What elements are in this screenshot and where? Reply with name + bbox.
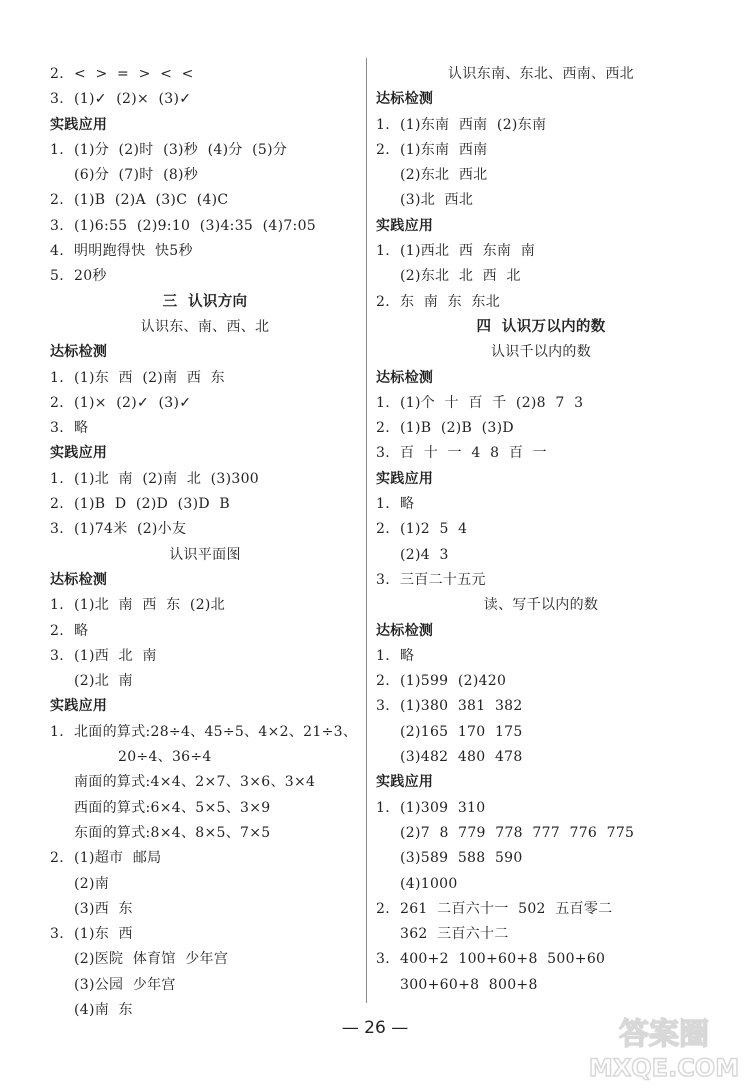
answer-line [50,214,360,239]
answer-line-continued: (3)公园 少年宫 [74,976,176,993]
answer-text: (1)西北 西 东南 南 [400,243,536,260]
section-heading: 实践应用 [50,116,108,133]
answer-line-continued: (4)1000 [400,875,458,892]
question-number: 1. [376,116,390,133]
answer-text: (1)× (2)✓ (3)✓ [74,394,192,411]
question-number: 1. [376,496,390,513]
answer-text: 20秒 [74,268,107,285]
question-number: 1. [50,597,64,614]
section-heading: 达标检测 [376,91,434,108]
answer-line [376,644,706,669]
answer-line [50,720,360,745]
answer-text: (1)599 (2)420 [400,673,507,690]
answer-line [50,87,360,112]
lesson-title: 认识东、南、西、北 [140,318,270,335]
answer-line [50,644,360,669]
question-number: 1. [50,141,64,158]
answer-line [376,669,706,694]
answer-text: 400+2 100+60+8 500+60 [400,951,606,968]
section-heading: 实践应用 [50,445,108,462]
lesson-title: 认识千以内的数 [490,344,592,361]
watermark-logo [584,1006,744,1086]
answer-text: (1)东南 西南 [400,141,488,158]
answer-line [376,947,706,972]
answer-line [376,290,706,315]
answer-text: (1)东南 西南 (2)东南 [400,116,547,133]
answer-text: 百 十 一 4 8 百 一 [400,445,547,462]
question-number: 2. [376,521,390,538]
answer-line [376,416,706,441]
question-number: 3. [50,926,64,943]
answer-line [376,796,706,821]
answer-line-continued: 南面的算式:4×4、2×7、3×6、3×4 [74,774,316,791]
question-number: 3. [376,951,390,968]
section-heading: 达标检测 [50,571,108,588]
answer-line [50,492,360,517]
answer-text: 略 [400,496,415,513]
answer-text: (1)东 西 [74,926,133,943]
answer-line [50,62,360,87]
answer-line [376,492,706,517]
question-number: 3. [376,445,390,462]
answer-text: 明明跑得快 快5秒 [74,243,193,260]
question-number: 2. [376,673,390,690]
left-column [50,62,360,1023]
section-heading: 达标检测 [50,344,108,361]
lesson-title: 读、写千以内的数 [483,597,599,614]
question-number: 2. [50,850,64,867]
answer-line-continued: (3)482 480 478 [400,749,523,766]
question-number: 1. [376,799,390,816]
answer-line-continued: 东面的算式:8×4、8×5、7×5 [74,824,271,841]
answer-line-continued: (2)南 [74,875,110,892]
answer-line [50,366,360,391]
answer-line [50,416,360,441]
question-number: 4. [50,243,64,260]
watermark-url: MXQE.COM [588,1054,740,1082]
answer-line-continued: (2)7 8 779 778 777 776 775 [400,824,635,841]
answer-line-continued: (2)北 南 [74,673,133,690]
answer-line-continued: (3)589 588 590 [400,850,523,867]
answer-line-continued: (4)南 东 [74,1001,133,1018]
question-number: 1. [50,723,64,740]
question-number: 1. [376,394,390,411]
section-heading: 实践应用 [376,774,434,791]
question-number: 5. [50,268,64,285]
answer-line-continued: (2)165 170 175 [400,723,523,740]
watermark-text: 答案圈 [619,1017,709,1052]
question-number: 3. [376,571,390,588]
answer-text: 略 [400,647,415,664]
question-number: 2. [376,293,390,310]
answer-line [376,568,706,593]
answer-line-continued: (2)东北 北 西 北 [400,268,521,285]
answer-line [50,467,360,492]
question-number: 2. [376,900,390,917]
lesson-title: 认识平面图 [169,546,241,563]
answer-line-continued: (2)东北 西北 [400,167,488,184]
answer-text: 三百二十五元 [400,571,486,588]
answer-line-continued: (3)北 西北 [400,192,474,209]
page-number: — 26 — [341,1018,409,1038]
answer-line [50,593,360,618]
answer-text: (1)74米 (2)小友 [74,521,187,538]
question-number: 1. [376,243,390,260]
answer-text: (1)B (2)B (3)D [400,420,514,437]
chapter-title: 三 认识方向 [162,293,248,310]
answer-line [50,846,360,871]
section-heading: 实践应用 [376,217,434,234]
answer-line-continued: 西面的算式:6×4、5×5、3×9 [74,799,271,816]
answer-line-continued: 300+60+8 800+8 [400,976,538,993]
answer-text: (1)2 5 4 [400,521,468,538]
answer-text: (1)B D (2)D (3)D B [74,496,230,513]
answer-text: (1)6:55 (2)9:10 (3)4:35 (4)7:05 [74,217,316,234]
answer-line [376,897,706,922]
answer-line-continued: 362 三百六十二 [400,926,509,943]
answer-text: (1)北 南 (2)南 北 (3)300 [74,470,260,487]
answer-text: (1)东 西 (2)南 西 东 [74,369,225,386]
answer-line [376,441,706,466]
answer-text: 略 [74,420,89,437]
question-number: 3. [50,647,64,664]
answer-text: (1)309 310 [400,799,486,816]
question-number: 2. [376,420,390,437]
answer-line [50,264,360,289]
question-number: 1. [50,369,64,386]
answer-text: 261 二百六十一 502 五百零二 [400,900,613,917]
column-divider [366,58,367,1003]
answer-text: (1)分 (2)时 (3)秒 (4)分 (5)分 [74,141,288,158]
lesson-title: 认识东南、东北、西南、西北 [448,66,634,82]
answer-text: 略 [74,622,89,639]
answer-line [50,517,360,542]
question-number: 3. [50,521,64,538]
section-heading: 达标检测 [376,369,434,386]
question-number: 3. [50,217,64,234]
right-column [376,62,706,998]
answer-text: (1)北 南 西 东 (2)北 [74,597,225,614]
question-number: 3. [50,91,64,108]
question-number: 2. [50,192,64,209]
answer-line-continued: (3)西 东 [74,900,133,917]
answer-text: < > = > < < [74,66,194,82]
section-heading: 实践应用 [50,698,108,715]
answer-line [376,138,706,163]
answer-line [50,239,360,264]
answer-line [376,391,706,416]
answer-text: (1)✓ (2)× (3)✓ [74,91,192,108]
question-number: 2. [50,66,64,82]
question-number: 1. [376,647,390,664]
answer-line [50,391,360,416]
answer-text: (1)B (2)A (3)C (4)C [74,192,229,209]
answer-text: 北面的算式:28÷4、45÷5、4×2、21÷3、 [74,723,358,740]
answer-line [50,619,360,644]
answer-text: (1)西 北 南 [74,647,157,664]
question-number: 3. [50,420,64,437]
answer-text: (1)个 十 百 千 (2)8 7 3 [400,394,584,411]
answer-line-continued: (2)医院 体育馆 少年宫 [74,951,229,968]
chapter-title: 四 认识万以内的数 [476,318,606,335]
question-number: 3. [376,698,390,715]
answer-line [50,188,360,213]
question-number: 2. [50,394,64,411]
answer-line [376,694,706,719]
answer-line-continued: (6)分 (7)时 (8)秒 [74,167,199,184]
answer-line [50,138,360,163]
answer-text: (1)380 381 382 [400,698,523,715]
answer-line-continued: (2)4 3 [400,546,449,563]
answer-text: 东 南 东 东北 [400,293,501,310]
section-heading: 实践应用 [376,470,434,487]
answer-text: (1)超市 邮局 [74,850,162,867]
answer-line [376,239,706,264]
answer-line [376,113,706,138]
question-number: 2. [50,622,64,639]
section-heading: 达标检测 [376,622,434,639]
answer-line [50,922,360,947]
question-number: 2. [376,141,390,158]
answer-line-continued: 20÷4、36÷4 [118,749,212,766]
question-number: 2. [50,496,64,513]
answer-line [376,517,706,542]
question-number: 1. [50,470,64,487]
